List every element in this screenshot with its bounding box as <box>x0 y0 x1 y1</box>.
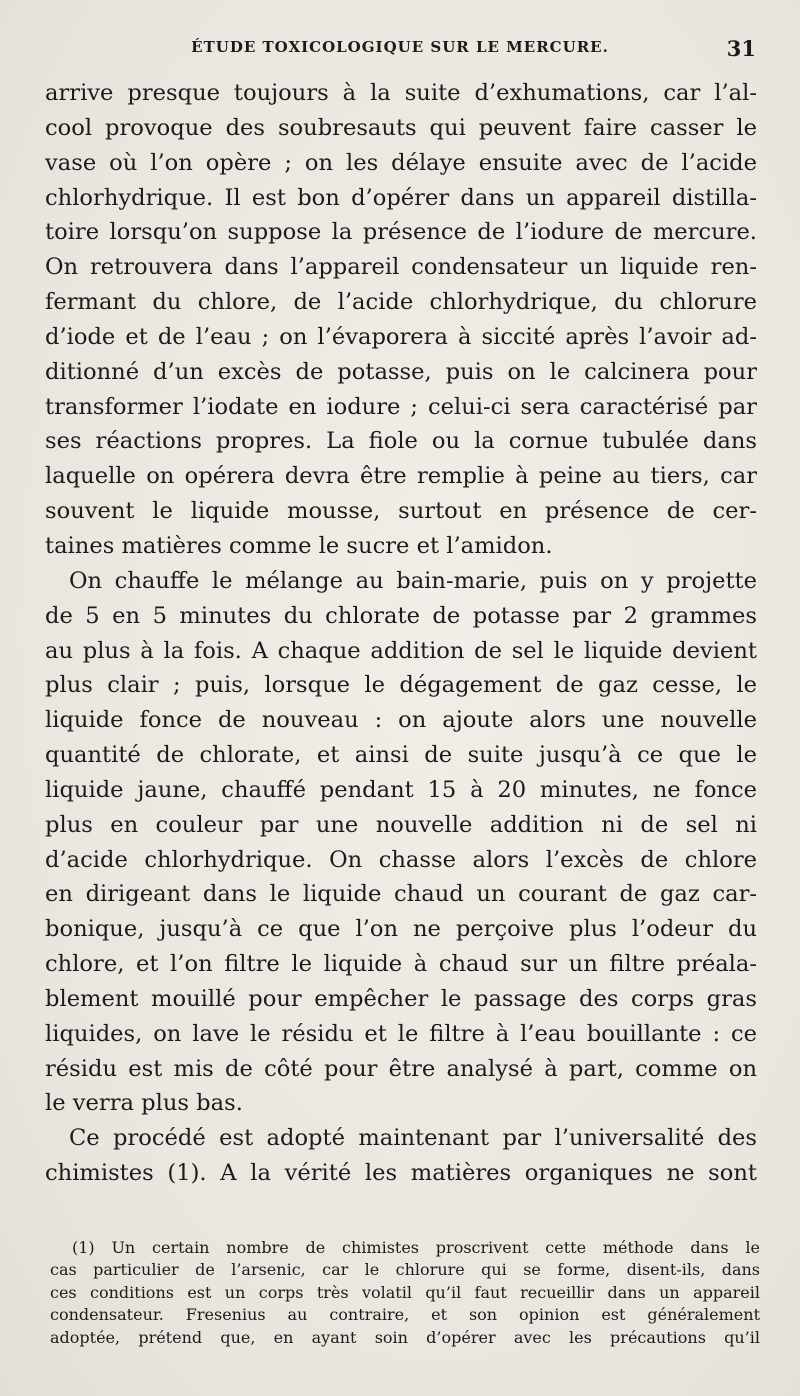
text-line: chlorhydrique. Il est bon d’opérer dans un appareil distilla- <box>45 184 757 211</box>
text-line: On retrouvera dans l’appareil condensateur un liquide ren- <box>45 254 757 281</box>
text-line: fermant du chlore, de l’acide chlorhydrique, du chlorure <box>45 289 757 316</box>
text-line: On chauffe le mélange au bain-marie, puis on y projette <box>69 567 757 594</box>
text-line: Ce procédé est adopté maintenant par l’universalité des <box>69 1125 757 1152</box>
footnote-line: adoptée, prétend que, en ayant soin d’opérer avec les précautions qu’il <box>50 1327 760 1347</box>
text-line: liquides, on lave le résidu et le filtre à l’eau bouillante : ce <box>45 1020 757 1047</box>
text-line: arrive presque toujours à la suite d’exhumations, car l’al- <box>45 80 757 106</box>
text-line: résidu est mis de côté pour être analysé à part, comme on <box>45 1055 757 1082</box>
text-line: blement mouillé pour empêcher le passage des corps gras <box>45 985 757 1012</box>
text-line: en dirigeant dans le liquide chaud un courant de gaz car- <box>45 881 757 908</box>
text-line: au plus à la fois. A chaque addition de sel le liquide devient <box>45 637 757 664</box>
footnote-line: cas particulier de l’arsenic, car le chlorure qui se forme, disent-ils, dans <box>50 1260 760 1280</box>
page-number: 31 <box>726 36 756 61</box>
text-line: d’iode et de l’eau ; on l’évaporera à siccité après l’avoir ad- <box>45 323 757 350</box>
text-line: vase où l’on opère ; on les délaye ensuite avec de l’acide <box>45 149 757 176</box>
text-line: bonique, jusqu’à ce que l’on ne perçoive plus l’odeur du <box>45 916 757 943</box>
text-line: ses réactions propres. La fiole ou la cornue tubulée dans <box>45 428 757 455</box>
text-line: d’acide chlorhydrique. On chasse alors l’excès de chlore <box>45 846 757 873</box>
text-line: taines matières comme le sucre et l’amidon. <box>45 532 553 559</box>
text-line: ditionné d’un excès de potasse, puis on le calcinera pour <box>45 358 757 385</box>
text-line: quantité de chlorate, et ainsi de suite jusqu’à ce que le <box>45 742 757 769</box>
footnote-line: (1) Un certain nombre de chimistes proscrivent cette méthode dans le <box>72 1238 760 1257</box>
text-line: plus clair ; puis, lorsque le dégagement de gaz cesse, le <box>45 672 757 699</box>
text-line: liquide fonce de nouveau : on ajoute alors une nouvelle <box>45 707 757 734</box>
footnote <box>50 1237 760 1349</box>
text-line: cool provoque des soubresauts qui peuvent faire casser le <box>45 114 757 141</box>
text-line: souvent le liquide mousse, surtout en présence de cer- <box>45 498 757 525</box>
footnote-line: ces conditions est un corps très volatil qu’il faut recueillir dans un appareil <box>50 1282 760 1302</box>
body-text <box>45 76 757 1191</box>
text-line: de 5 en 5 minutes du chlorate de potasse par 2 grammes <box>45 602 757 629</box>
text-line: laquelle on opérera devra être remplie à peine au tiers, car <box>45 463 757 490</box>
footnote-line: condensateur. Fresenius au contraire, et son opinion est généralement <box>50 1305 760 1325</box>
text-line: toire lorsqu’on suppose la présence de l’iodure de mercure. <box>45 219 757 246</box>
text-line: plus en couleur par une nouvelle addition ni de sel ni <box>45 811 757 838</box>
running-head <box>40 36 760 66</box>
running-title: ÉTUDE TOXICOLOGIQUE SUR LE MERCURE. <box>191 38 609 56</box>
text-line: transformer l’iodate en iodure ; celui-ci sera caractérisé par <box>45 393 757 420</box>
text-line: chlore, et l’on filtre le liquide à chaud sur un filtre préala- <box>45 951 757 978</box>
text-line: le verra plus bas. <box>45 1090 243 1117</box>
text-line: liquide jaune, chauffé pendant 15 à 20 minutes, ne fonce <box>45 776 757 803</box>
text-line: chimistes (1). A la vérité les matières organiques ne sont <box>45 1160 757 1187</box>
